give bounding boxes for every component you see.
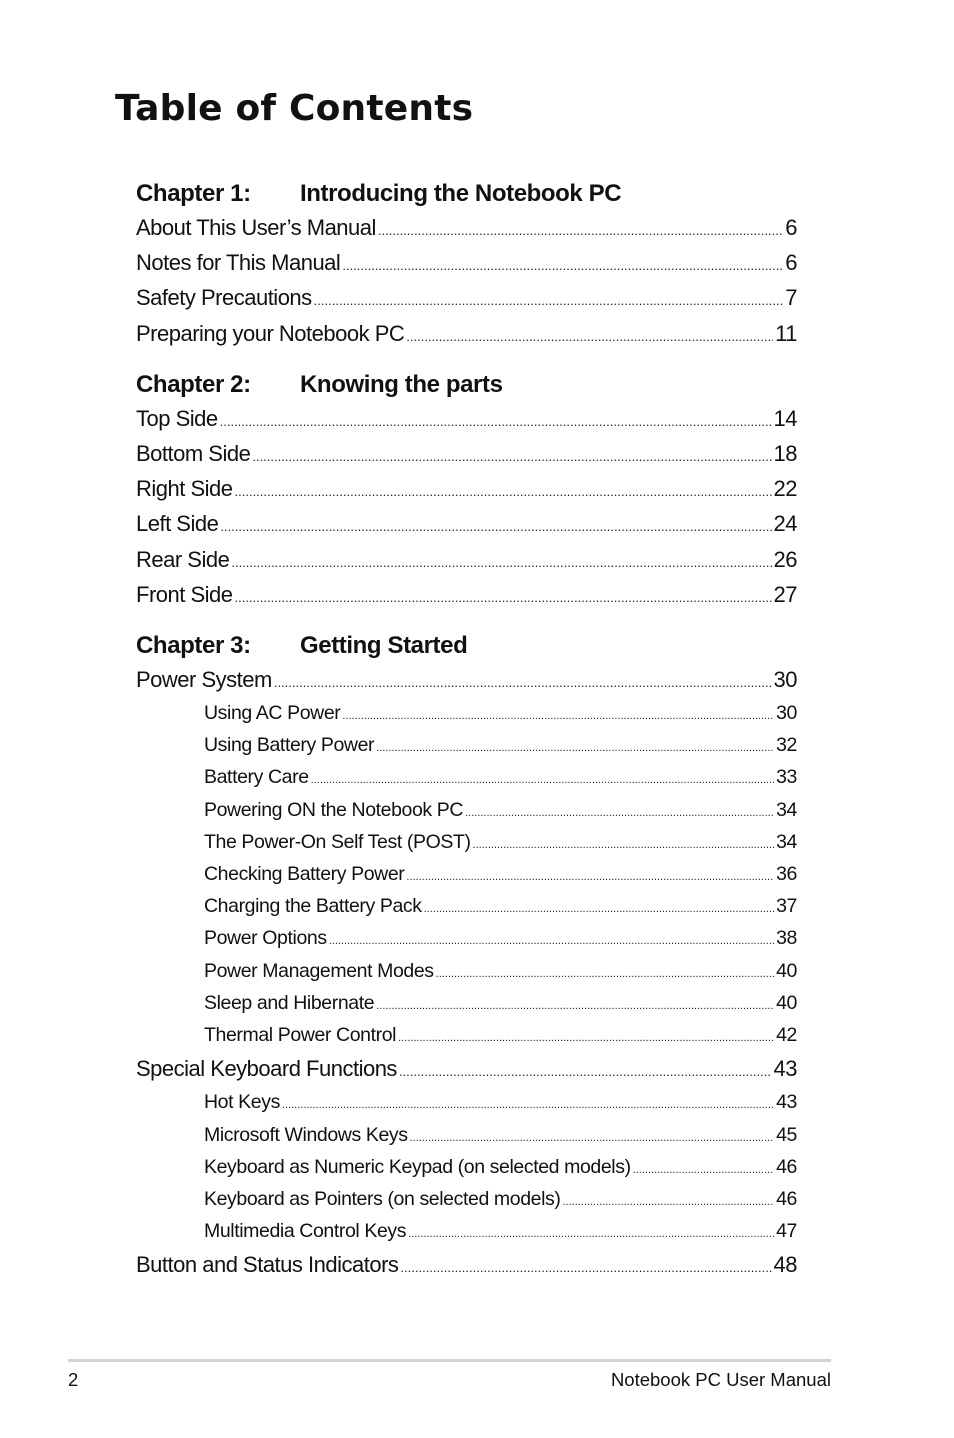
toc-section-entry[interactable] (136, 245, 797, 280)
toc-entry-title: Powering ON the Notebook PC (204, 798, 464, 821)
dot-leader (342, 700, 774, 732)
dot-leader (473, 829, 775, 861)
toc-page-number: 40 (776, 959, 797, 982)
toc-page-number: 45 (776, 1123, 797, 1146)
toc-section-entry[interactable] (136, 401, 797, 436)
toc-section-entry[interactable] (136, 662, 797, 697)
toc-page-number: 43 (776, 1091, 797, 1114)
page-title: Table of Contents (115, 88, 474, 129)
chapter-name: Introducing the Notebook PC (300, 180, 622, 207)
footer-manual-title: Notebook PC User Manual (610, 1369, 831, 1390)
toc-section-entry[interactable] (136, 1247, 797, 1282)
toc-page-number: 33 (776, 766, 797, 789)
toc-subsection-entry[interactable] (136, 1119, 797, 1151)
toc-subsection-entry[interactable] (136, 761, 797, 793)
toc-entry-title: Power Options (204, 927, 327, 950)
toc-entry-title: Right Side (136, 476, 233, 502)
dot-leader (436, 958, 774, 990)
toc-page-number: 42 (776, 1023, 797, 1046)
dot-leader (410, 1122, 775, 1154)
toc-page-number: 46 (776, 1155, 797, 1178)
dot-leader (408, 1218, 774, 1250)
toc-subsection-entry[interactable] (136, 890, 797, 922)
chapter-number: Chapter 1: (136, 180, 251, 207)
dot-leader (633, 1154, 774, 1186)
toc-page-number: 46 (776, 1187, 797, 1210)
toc-entry-title: Sleep and Hibernate (204, 991, 375, 1014)
toc-page-number: 40 (776, 991, 797, 1014)
footer-page-number: 2 (68, 1369, 79, 1390)
toc-page-number: 14 (773, 405, 797, 431)
toc-subsection-entry[interactable] (136, 922, 797, 954)
toc-page-number: 11 (775, 320, 797, 346)
dot-leader (376, 990, 774, 1022)
toc-page-number: 24 (773, 511, 797, 537)
toc-entry-title: Front Side (136, 581, 233, 607)
dot-leader (398, 1022, 774, 1054)
toc-page-number: 37 (776, 895, 797, 918)
toc-subsection-entry[interactable] (136, 1151, 797, 1183)
toc-entry-title: Multimedia Control Keys (204, 1220, 407, 1243)
toc-subsection-entry[interactable] (136, 826, 797, 858)
toc-entry-title: Button and Status Indicators (136, 1252, 399, 1278)
dot-leader (562, 1186, 774, 1218)
dot-leader (378, 213, 783, 248)
toc-entry-title: Hot Keys (204, 1091, 280, 1114)
dot-leader (342, 248, 783, 283)
toc-subsection-entry[interactable] (136, 955, 797, 987)
dot-leader (424, 893, 774, 925)
toc-page-number: 27 (773, 581, 797, 607)
toc-page-number: 26 (773, 546, 797, 572)
toc-section-entry[interactable] (136, 471, 797, 506)
table-of-contents (136, 168, 797, 1282)
toc-entry-title: Keyboard as Numeric Keypad (on selected models) (204, 1155, 631, 1178)
chapter-number: Chapter 2: (136, 370, 251, 398)
toc-entry-title: Safety Precautions (136, 285, 312, 311)
toc-entry-title: Keyboard as Pointers (on selected models) (204, 1187, 561, 1210)
toc-section-entry[interactable] (136, 577, 797, 612)
toc-section-entry[interactable] (136, 436, 797, 471)
dot-leader (252, 439, 771, 474)
toc-subsection-entry[interactable] (136, 1086, 797, 1118)
toc-page-number: 36 (776, 863, 797, 885)
dot-leader (399, 1054, 772, 1089)
toc-subsection-entry[interactable] (136, 1183, 797, 1215)
dot-leader (329, 925, 774, 957)
toc-entry-title: Top Side (136, 405, 218, 431)
chapter-name: Knowing the parts (300, 370, 503, 398)
toc-entry-title: Using Battery Power (204, 734, 375, 757)
toc-page-number: 7 (785, 285, 797, 311)
dot-leader (406, 319, 773, 354)
dot-leader (376, 732, 774, 764)
toc-entry-title: Checking Battery Power (204, 863, 405, 885)
toc-subsection-entry[interactable] (136, 729, 797, 761)
toc-page-number: 6 (785, 215, 797, 240)
footer-divider (68, 1359, 831, 1362)
toc-entry-title: Rear Side (136, 546, 230, 572)
toc-entry-title: Microsoft Windows Keys (204, 1123, 408, 1146)
toc-entry-title: Power Management Modes (204, 959, 434, 982)
chapter-number: Chapter 3: (136, 631, 251, 659)
dot-leader (314, 283, 784, 318)
toc-section-entry[interactable] (136, 210, 797, 245)
dot-leader (274, 665, 772, 700)
toc-entry-title: Bottom Side (136, 440, 251, 466)
toc-page-number: 22 (773, 476, 797, 502)
toc-section-entry[interactable] (136, 506, 797, 541)
dot-leader (220, 404, 772, 439)
toc-section-entry[interactable] (136, 316, 797, 351)
toc-page-number: 30 (776, 702, 797, 725)
toc-page-number: 34 (776, 798, 797, 821)
toc-entry-title: Thermal Power Control (204, 1023, 397, 1046)
toc-subsection-entry[interactable] (136, 987, 797, 1019)
toc-page-number: 34 (776, 830, 797, 853)
dot-leader (235, 580, 772, 615)
toc-section-entry[interactable] (136, 1051, 797, 1086)
toc-page-number: 48 (773, 1252, 797, 1278)
chapter-heading (136, 359, 797, 401)
toc-entry-title: Charging the Battery Pack (204, 895, 422, 918)
toc-subsection-entry[interactable] (136, 794, 797, 826)
toc-page-number: 18 (773, 440, 797, 466)
toc-entry-title: Left Side (136, 511, 219, 537)
toc-subsection-entry[interactable] (136, 1019, 797, 1051)
toc-entry-title: Notes for This Manual (136, 250, 341, 276)
dot-leader (400, 1250, 771, 1285)
toc-page-number: 43 (773, 1056, 797, 1082)
toc-subsection-entry[interactable] (136, 697, 797, 729)
toc-page-number: 38 (776, 927, 797, 950)
dot-leader (235, 474, 772, 509)
toc-entry-title: About This User’s Manual (136, 215, 376, 240)
chapter-heading (136, 620, 797, 662)
toc-page-number: 30 (773, 666, 797, 692)
toc-subsection-entry[interactable] (136, 858, 797, 890)
toc-section-entry[interactable] (136, 280, 797, 315)
dot-leader (406, 861, 774, 893)
toc-entry-title: Power System (136, 666, 272, 692)
toc-page-number: 47 (776, 1220, 797, 1243)
toc-subsection-entry[interactable] (136, 1215, 797, 1247)
toc-entry-title: Using AC Power (204, 702, 341, 725)
toc-entry-title: The Power-On Self Test (POST) (204, 830, 471, 853)
toc-page-number: 32 (776, 734, 797, 757)
toc-page-number: 6 (785, 250, 797, 276)
dot-leader (311, 764, 774, 796)
dot-leader (465, 797, 774, 829)
dot-leader (282, 1089, 774, 1121)
toc-entry-title: Preparing your Notebook PC (136, 320, 405, 346)
toc-entry-title: Special Keyboard Functions (136, 1056, 397, 1082)
toc-section-entry[interactable] (136, 542, 797, 577)
dot-leader (220, 509, 771, 544)
chapter-name: Getting Started (300, 631, 468, 659)
toc-entry-title: Battery Care (204, 766, 309, 789)
chapter-heading (136, 168, 797, 210)
dot-leader (231, 545, 771, 580)
